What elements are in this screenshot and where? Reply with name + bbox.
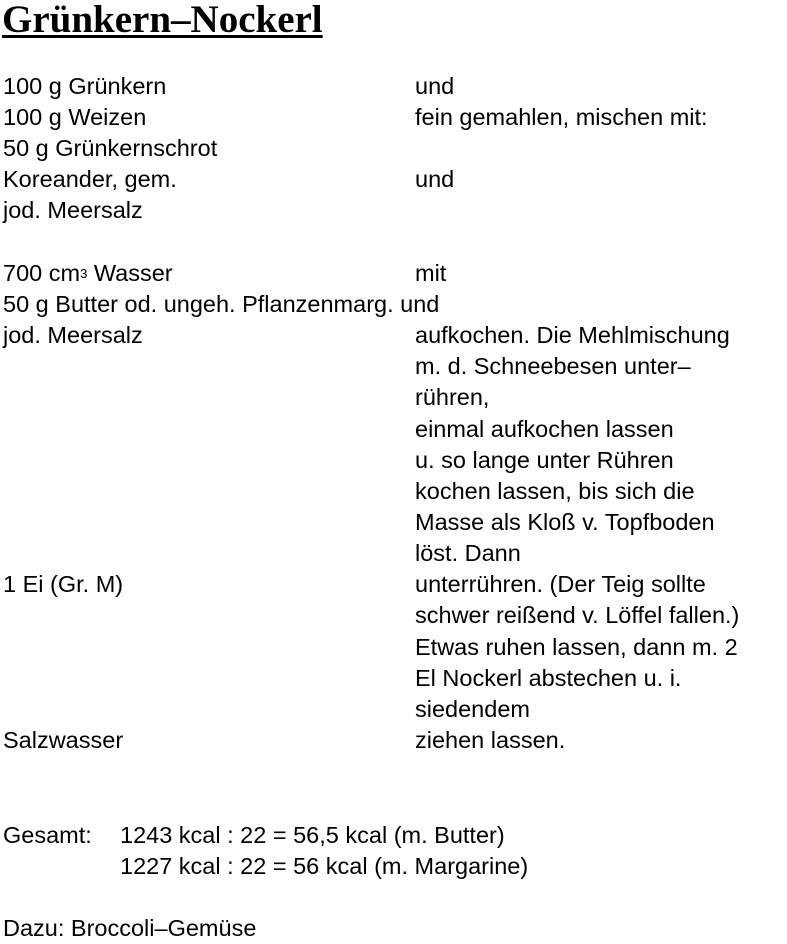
recipe-title: Grünkern–Nockerl — [2, 0, 323, 41]
ingredient-line: Koreander, gem. — [3, 166, 177, 192]
ingredient-line — [3, 258, 173, 289]
instruction-line: löst. Dann — [415, 540, 521, 566]
total-kcal-butter: 1243 kcal : 22 = 56,5 kcal (m. Butter) — [120, 822, 505, 848]
side-dish-note: Dazu: Broccoli–Gemüse — [3, 915, 257, 941]
total-kcal-margarine: 1227 kcal : 22 = 56 kcal (m. Margarine) — [120, 853, 529, 879]
instruction-line: m. d. Schneebesen unter– — [415, 353, 691, 379]
ingredient-line: 50 g Grünkernschrot — [3, 135, 218, 161]
instruction-line: u. so lange unter Rühren — [415, 447, 674, 473]
instruction-line: unterrühren. (Der Teig sollte — [415, 571, 706, 597]
ingredient-line: Salzwasser — [3, 727, 124, 753]
instruction-line: Masse als Kloß v. Topfboden — [415, 509, 715, 535]
total-label: Gesamt: — [3, 822, 92, 848]
ingredient-line: 50 g Butter od. ungeh. Pflanzenmarg. und — [3, 291, 440, 317]
ingredient-line: jod. Meersalz — [3, 322, 143, 348]
instruction-line: schwer reißend v. Löffel fallen.) — [415, 602, 740, 628]
superscript-exponent: 3 — [80, 266, 88, 281]
instruction-line: rühren, — [415, 384, 490, 410]
instruction-line: kochen lassen, bis sich die — [415, 478, 695, 504]
instruction-line: fein gemahlen, mischen mit: — [415, 104, 708, 130]
ingredient-line: 1 Ei (Gr. M) — [3, 571, 124, 597]
instruction-line: mit — [415, 260, 447, 286]
instruction-line: aufkochen. Die Mehlmischung — [415, 322, 730, 348]
ingredient-amount: 700 cm — [3, 260, 81, 286]
instruction-line: und — [415, 73, 455, 99]
instruction-line: und — [415, 166, 455, 192]
instruction-line: El Nockerl abstechen u. i. — [415, 665, 682, 691]
ingredient-line: 100 g Weizen — [3, 104, 147, 130]
ingredient-line: 100 g Grünkern — [3, 73, 167, 99]
ingredient-line: jod. Meersalz — [3, 197, 143, 223]
instruction-line: einmal aufkochen lassen — [415, 416, 674, 442]
instruction-line: siedendem — [415, 696, 530, 722]
ingredient-name: Wasser — [87, 260, 173, 286]
instruction-line: Etwas ruhen lassen, dann m. 2 — [415, 634, 738, 660]
instruction-line: ziehen lassen. — [415, 727, 566, 753]
